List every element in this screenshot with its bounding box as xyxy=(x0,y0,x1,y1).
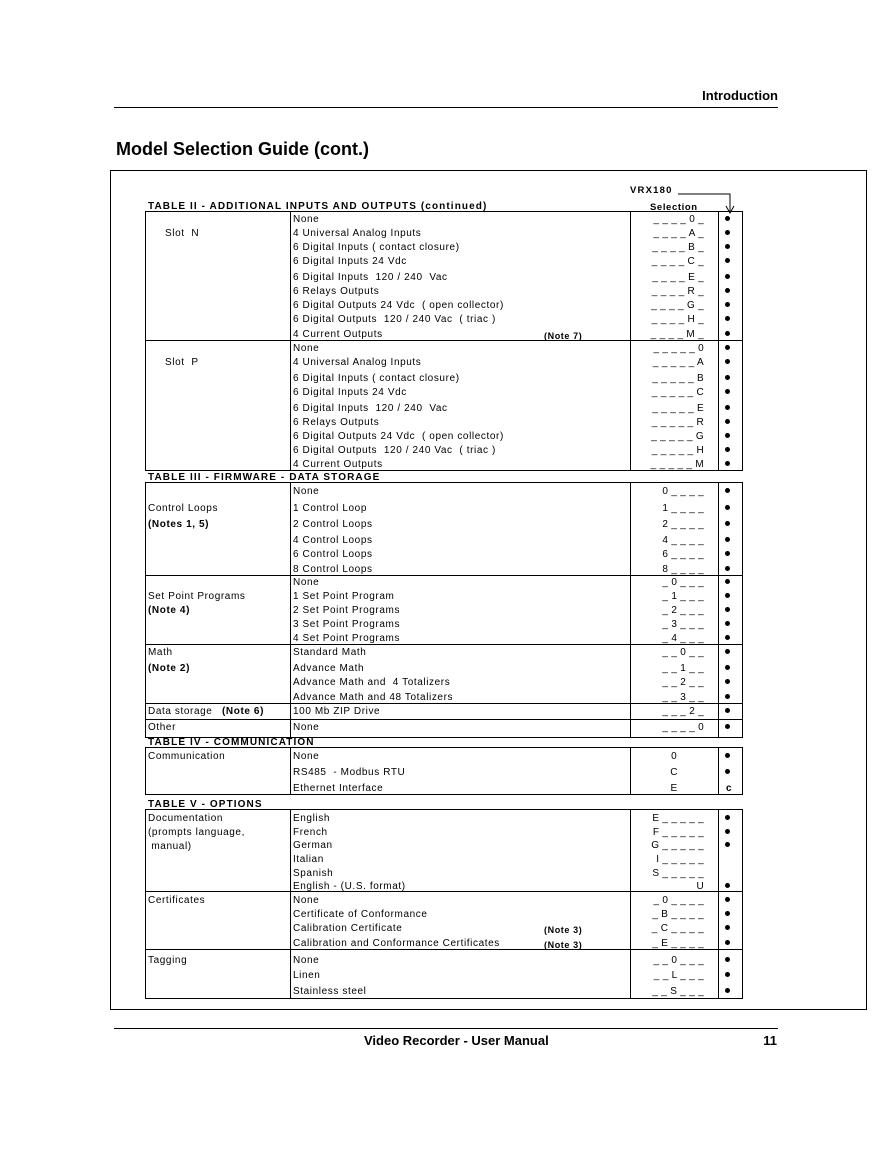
column-divider xyxy=(290,576,291,644)
group-label: manual) xyxy=(148,841,192,852)
option-code: _ _ _ _ _ B xyxy=(652,373,704,384)
option-code: _ _ _ _ A _ xyxy=(653,228,704,239)
option-description: Calibration and Conformance Certificates xyxy=(293,938,500,949)
option-code: _ _ _ _ C _ xyxy=(651,256,704,267)
option-description: 8 Control Loops xyxy=(293,564,373,575)
group-label: Math xyxy=(148,647,173,658)
column-divider xyxy=(290,892,291,949)
option-description: 100 Mb ZIP Drive xyxy=(293,706,381,717)
availability-dot-icon xyxy=(725,230,730,235)
option-code: _ 0 _ _ _ _ xyxy=(653,895,704,906)
column-divider xyxy=(718,483,719,575)
option-description: 6 Relays Outputs xyxy=(293,417,380,428)
availability-dot-icon xyxy=(725,621,730,626)
availability-dot-icon xyxy=(725,316,730,321)
option-description: 4 Current Outputs xyxy=(293,459,383,470)
option-code: _ _ _ _ _ R xyxy=(651,417,704,428)
option-code: _ _ _ _ B _ xyxy=(652,242,704,253)
group-label: (Notes 1, 5) xyxy=(148,519,210,530)
option-description: 6 Digital Inputs ( contact closure) xyxy=(293,373,460,384)
column-divider xyxy=(630,748,631,794)
column-divider xyxy=(718,892,719,949)
option-description: Calibration Certificate xyxy=(293,923,403,934)
availability-dot-icon xyxy=(725,649,730,654)
availability-dot-icon xyxy=(725,842,730,847)
column-divider xyxy=(290,748,291,794)
availability-dot-icon xyxy=(725,593,730,598)
option-description: French xyxy=(293,827,328,838)
column-divider xyxy=(718,810,719,891)
option-code: _ _ _ _ _ G xyxy=(651,431,704,442)
availability-dot-icon xyxy=(725,679,730,684)
header-rule xyxy=(114,107,778,108)
group-label: Documentation xyxy=(148,813,224,824)
option-code: _ 2 _ _ _ xyxy=(662,605,704,616)
option-description: Italian xyxy=(293,854,324,865)
availability-dot-icon xyxy=(725,897,730,902)
option-code: U xyxy=(696,881,704,892)
option-description: Advance Math and 4 Totalizers xyxy=(293,677,451,688)
option-code: _ _ _ _ G _ xyxy=(651,300,704,311)
availability-dot-icon xyxy=(725,635,730,640)
column-divider xyxy=(290,341,291,470)
availability-dot-icon xyxy=(725,694,730,699)
option-description: None xyxy=(293,577,320,588)
option-code: F _ _ _ _ _ xyxy=(652,827,704,838)
table-heading: TABLE IV - COMMUNICATION xyxy=(148,737,315,748)
availability-dot-icon xyxy=(725,708,730,713)
option-code: _ _ _ _ R _ xyxy=(651,286,704,297)
option-code: S _ _ _ _ _ xyxy=(652,868,704,879)
option-description: 2 Set Point Programs xyxy=(293,605,401,616)
option-description: None xyxy=(293,214,320,225)
model-code: VRX180 xyxy=(630,185,673,196)
availability-dot-icon xyxy=(725,972,730,977)
option-description: 4 Set Point Programs xyxy=(293,633,401,644)
option-description: English - (U.S. format) xyxy=(293,881,406,892)
column-divider xyxy=(290,483,291,575)
group-label: Set Point Programs xyxy=(148,591,246,602)
option-note: (Note 3) xyxy=(544,925,583,935)
availability-dot-icon xyxy=(725,244,730,249)
availability-dot-icon xyxy=(725,375,730,380)
availability-dot-icon xyxy=(725,302,730,307)
availability-dot-icon xyxy=(725,988,730,993)
availability-dot-icon xyxy=(725,331,730,336)
option-code: _ _ _ _ _ H xyxy=(651,445,704,456)
availability-dot-icon xyxy=(725,724,730,729)
option-code: _ _ _ 2 _ xyxy=(662,706,704,717)
option-description: 3 Set Point Programs xyxy=(293,619,401,630)
option-code: _ _ 0 _ _ _ xyxy=(653,955,704,966)
availability-dot-icon xyxy=(725,405,730,410)
option-description: Spanish xyxy=(293,868,334,879)
option-code: _ _ _ _ H _ xyxy=(651,314,704,325)
column-divider xyxy=(718,645,719,703)
option-description: 6 Control Loops xyxy=(293,549,373,560)
option-description: Standard Math xyxy=(293,647,367,658)
column-divider xyxy=(290,720,291,737)
option-code: _ _ 3 _ _ xyxy=(662,692,704,703)
option-description: None xyxy=(293,955,320,966)
option-code: 0 _ _ _ _ xyxy=(662,486,704,497)
availability-dot-icon xyxy=(725,345,730,350)
option-code: 4 _ _ _ _ xyxy=(662,535,704,546)
option-description: None xyxy=(293,722,320,733)
option-description: 6 Digital Inputs 120 / 240 Vac xyxy=(293,403,448,414)
group-label: Other xyxy=(148,722,177,733)
availability-dot-icon xyxy=(725,883,730,888)
option-code: _ _ 0 _ _ xyxy=(662,647,704,658)
option-code: _ _ _ _ _ C xyxy=(651,387,704,398)
option-description: Linen xyxy=(293,970,321,981)
availability-mark: c xyxy=(726,783,732,794)
availability-dot-icon xyxy=(725,607,730,612)
option-code: _ _ _ _ _ 0 xyxy=(653,343,704,354)
availability-dot-icon xyxy=(725,216,730,221)
availability-dot-icon xyxy=(725,461,730,466)
column-divider xyxy=(718,212,719,340)
availability-dot-icon xyxy=(725,566,730,571)
option-code: 1 _ _ _ _ xyxy=(662,503,704,514)
option-code: _ _ _ _ _ E xyxy=(652,403,704,414)
availability-dot-icon xyxy=(725,551,730,556)
column-divider xyxy=(290,212,291,340)
option-code: _ _ _ _ _ A xyxy=(652,357,704,368)
availability-dot-icon xyxy=(725,419,730,424)
option-code: _ 0 _ _ _ xyxy=(662,577,704,588)
option-description: Certificate of Conformance xyxy=(293,909,428,920)
table-heading: TABLE V - OPTIONS xyxy=(148,799,263,810)
availability-dot-icon xyxy=(725,359,730,364)
option-code: _ _ 1 _ _ xyxy=(662,663,704,674)
availability-dot-icon xyxy=(725,288,730,293)
column-divider xyxy=(290,950,291,998)
option-code: 2 _ _ _ _ xyxy=(662,519,704,530)
option-description: 1 Set Point Program xyxy=(293,591,395,602)
availability-dot-icon xyxy=(725,925,730,930)
option-description: Ethernet Interface xyxy=(293,783,384,794)
group-label: Certificates xyxy=(148,895,206,906)
availability-dot-icon xyxy=(725,447,730,452)
availability-dot-icon xyxy=(725,665,730,670)
option-description: 6 Relays Outputs xyxy=(293,286,380,297)
option-description: 6 Digital Outputs 120 / 240 Vac ( triac ) xyxy=(293,445,496,456)
option-description: 6 Digital Outputs 24 Vdc ( open collector) xyxy=(293,300,504,311)
availability-dot-icon xyxy=(725,488,730,493)
column-divider xyxy=(718,704,719,719)
option-description: 6 Digital Outputs 120 / 240 Vac ( triac ) xyxy=(293,314,496,325)
option-code: _ 3 _ _ _ xyxy=(662,619,704,630)
group-label: (Note 2) xyxy=(148,663,191,674)
option-code: _ 4 _ _ _ xyxy=(662,633,704,644)
option-code: _ _ _ _ E _ xyxy=(652,272,704,283)
selection-label: Selection xyxy=(650,202,698,213)
page-title: Model Selection Guide (cont.) xyxy=(116,139,370,159)
availability-dot-icon xyxy=(725,911,730,916)
column-divider xyxy=(718,341,719,470)
availability-dot-icon xyxy=(725,505,730,510)
option-code: E _ _ _ _ _ xyxy=(652,813,704,824)
column-divider xyxy=(718,950,719,998)
availability-dot-icon xyxy=(725,815,730,820)
table-heading: TABLE II - ADDITIONAL INPUTS AND OUTPUTS (continued) xyxy=(148,201,488,212)
option-code: _ _ _ _ _ M xyxy=(650,459,704,470)
option-description: Advance Math xyxy=(293,663,365,674)
availability-dot-icon xyxy=(725,957,730,962)
option-code: I _ _ _ _ _ xyxy=(656,854,704,865)
option-description: None xyxy=(293,343,320,354)
group-label: Communication xyxy=(148,751,226,762)
group-label: Slot N xyxy=(165,228,200,239)
availability-dot-icon xyxy=(725,537,730,542)
option-note: (Note 3) xyxy=(544,940,583,950)
option-code: 6 _ _ _ _ xyxy=(662,549,704,560)
option-description: 6 Digital Inputs 24 Vdc xyxy=(293,387,407,398)
availability-dot-icon xyxy=(725,521,730,526)
option-description: 4 Control Loops xyxy=(293,535,373,546)
availability-dot-icon xyxy=(725,389,730,394)
group-label: (prompts language, xyxy=(148,827,245,838)
option-description: 1 Control Loop xyxy=(293,503,368,514)
column-divider xyxy=(718,576,719,644)
availability-dot-icon xyxy=(725,769,730,774)
page-number: 11 xyxy=(763,1033,777,1048)
column-divider xyxy=(290,645,291,703)
column-divider xyxy=(290,704,291,719)
option-description: 2 Control Loops xyxy=(293,519,373,530)
option-description: None xyxy=(293,486,320,497)
option-code: E xyxy=(670,783,678,794)
group-label: (Note 4) xyxy=(148,605,191,616)
option-description: 6 Digital Inputs ( contact closure) xyxy=(293,242,460,253)
option-description: 4 Universal Analog Inputs xyxy=(293,228,422,239)
footer-title: Video Recorder - User Manual xyxy=(364,1033,549,1048)
group-label-note: (Note 6) xyxy=(222,706,265,717)
footer-rule xyxy=(114,1028,778,1029)
option-description: None xyxy=(293,751,320,762)
option-code: 0 xyxy=(671,751,677,762)
column-divider xyxy=(718,748,719,794)
running-header: Introduction xyxy=(702,88,778,103)
option-code: _ _ _ _ M _ xyxy=(650,329,704,340)
option-code: _ E _ _ _ _ xyxy=(652,938,704,949)
option-description: German xyxy=(293,840,333,851)
option-code: _ _ L _ _ _ xyxy=(653,970,704,981)
option-code: C xyxy=(670,767,678,778)
group-label: Data storage xyxy=(148,706,213,717)
option-description: English xyxy=(293,813,330,824)
group-label: Control Loops xyxy=(148,503,219,514)
availability-dot-icon xyxy=(725,274,730,279)
group-label: Tagging xyxy=(148,955,188,966)
option-code: _ _ 2 _ _ xyxy=(662,677,704,688)
availability-dot-icon xyxy=(725,829,730,834)
group-label: Slot P xyxy=(165,357,199,368)
option-code: _ _ S _ _ _ xyxy=(652,986,704,997)
column-divider xyxy=(290,810,291,891)
option-code: _ C _ _ _ _ xyxy=(651,923,704,934)
option-code: _ 1 _ _ _ xyxy=(662,591,704,602)
option-description: 6 Digital Inputs 120 / 240 Vac xyxy=(293,272,448,283)
option-code: 8 _ _ _ _ xyxy=(662,564,704,575)
option-description: 6 Digital Inputs 24 Vdc xyxy=(293,256,407,267)
availability-dot-icon xyxy=(725,258,730,263)
option-code: _ _ _ _ 0 _ xyxy=(653,214,704,225)
column-divider xyxy=(718,720,719,737)
option-description: RS485 - Modbus RTU xyxy=(293,767,406,778)
availability-dot-icon xyxy=(725,433,730,438)
table-heading: TABLE III - FIRMWARE - DATA STORAGE xyxy=(148,472,381,483)
option-description: Stainless steel xyxy=(293,986,367,997)
availability-dot-icon xyxy=(725,940,730,945)
option-note: (Note 7) xyxy=(544,331,583,341)
option-description: 6 Digital Outputs 24 Vdc ( open collector) xyxy=(293,431,504,442)
option-description: 4 Current Outputs xyxy=(293,329,383,340)
option-description: 4 Universal Analog Inputs xyxy=(293,357,422,368)
option-code: _ _ _ _ 0 xyxy=(662,722,704,733)
option-description: Advance Math and 48 Totalizers xyxy=(293,692,454,703)
availability-dot-icon xyxy=(725,579,730,584)
option-code: G _ _ _ _ _ xyxy=(651,840,704,851)
availability-dot-icon xyxy=(725,753,730,758)
option-code: _ B _ _ _ _ xyxy=(652,909,704,920)
option-description: None xyxy=(293,895,320,906)
